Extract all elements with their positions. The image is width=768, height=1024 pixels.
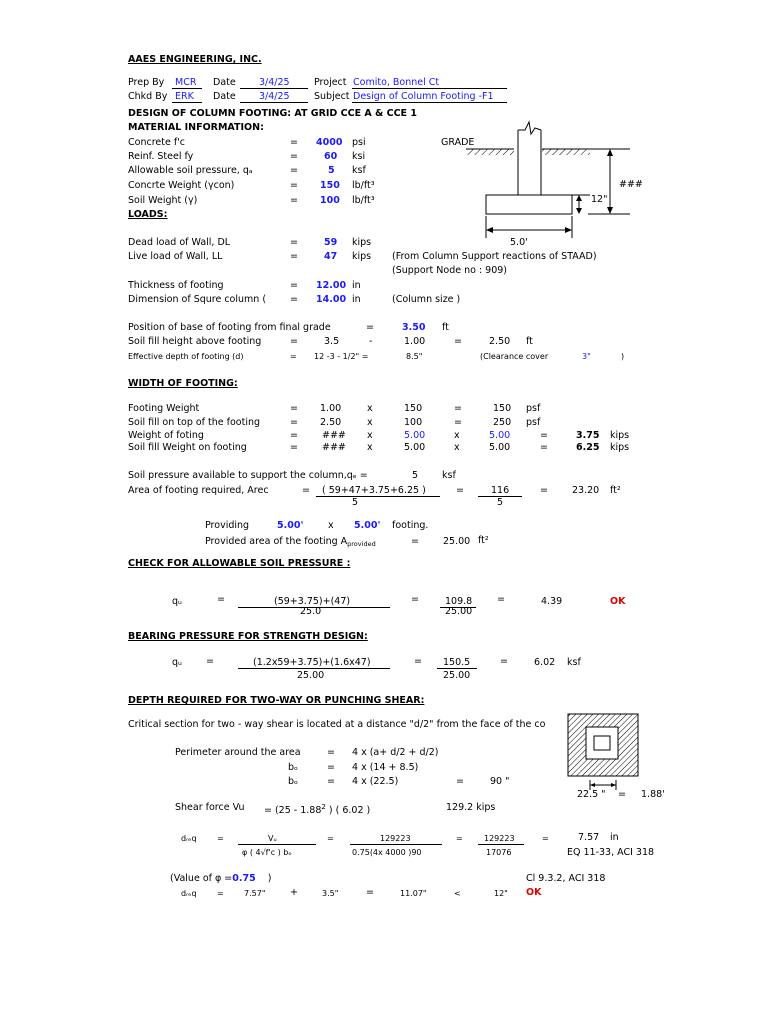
soil-fill-top-op: x — [367, 417, 373, 428]
cover-value: 3" — [582, 352, 591, 361]
dead-load-label: Dead load of Wall, DL — [128, 237, 231, 248]
equals: = — [500, 656, 508, 667]
subject-value: Design of Column Footing -F1 — [353, 91, 494, 102]
soil-pressure-value: 5 — [328, 165, 335, 176]
equals: = — [217, 594, 225, 605]
base-position-label: Position of base of footing from final grade — [128, 322, 331, 333]
equals: = — [290, 430, 298, 441]
soil-fill-unit: ft — [526, 336, 533, 347]
equals: = — [456, 834, 463, 843]
area-denominator: 5 — [352, 497, 359, 508]
bearing-result: 6.02 — [534, 657, 556, 668]
check-numerator-2: 109.8 — [445, 596, 473, 607]
numerator-2: 129223 — [484, 834, 515, 843]
dead-load-unit: kips — [352, 237, 372, 248]
soil-weight-footing-b: 5.00 — [404, 442, 426, 453]
dreq-label-2: dᵣₑq — [181, 889, 197, 898]
equals: = — [327, 776, 335, 787]
equals: = — [290, 237, 298, 248]
equals: = — [217, 889, 224, 898]
chkd-by-label: Chkd By — [128, 91, 168, 102]
thickness-value: 12.00 — [316, 280, 347, 291]
project-value: Comito, Bonnel Ct — [353, 77, 440, 88]
thickness-unit: in — [352, 280, 361, 291]
soil-fill-top-unit: psf — [526, 417, 541, 428]
footing-weight-unit: psf — [526, 403, 541, 414]
bearing-heading: BEARING PRESSURE FOR STRENGTH DESIGN: — [128, 631, 368, 642]
bo-result: 90 " — [490, 776, 510, 787]
equals: = — [290, 180, 298, 191]
bearing-qu: qᵤ — [172, 657, 182, 668]
soil-pressure-available-value: 5 — [412, 470, 419, 481]
final-a: 7.57" — [244, 889, 266, 898]
concrete-unit: psi — [352, 137, 366, 148]
final-plus: + — [290, 887, 298, 898]
check-qu: qᵤ — [172, 596, 182, 607]
phi-reference: Cl 9.3.2, ACI 318 — [526, 873, 606, 884]
bo-label-1: bₒ — [288, 762, 298, 773]
dead-load-value: 59 — [324, 237, 338, 248]
soil-weight-value: 100 — [320, 195, 340, 206]
check-denominator: 25.0 — [300, 606, 322, 617]
equals: = — [290, 251, 298, 262]
date-label-1: Date — [213, 77, 236, 88]
soil-weight-unit: lb/ft³ — [352, 195, 375, 206]
check-result: 4.39 — [541, 596, 563, 607]
prep-by-value: MCR — [175, 77, 197, 88]
shear-force-result: 129.2 kips — [446, 802, 496, 813]
soil-fill-top-res: 250 — [493, 417, 512, 428]
grade-label: GRADE — [441, 137, 475, 148]
times: x — [367, 430, 373, 441]
final-b: 3.5" — [322, 889, 339, 898]
equals: = — [366, 322, 374, 333]
project-label: Project — [314, 77, 347, 88]
steel-value: 60 — [324, 151, 338, 162]
phi-value-label: (Value of φ =0.75 ) — [170, 873, 272, 884]
times: x — [454, 442, 460, 453]
critical-section-text: Critical section for two - way shear is located at a distance "d/2" from the face of the co — [128, 719, 546, 730]
design-title: DESIGN OF COLUMN FOOTING: AT GRID CCE A & CCE 1 — [128, 108, 417, 119]
check-heading: CHECK FOR ALLOWABLE SOIL PRESSURE : — [128, 558, 351, 569]
soil-pressure-label: Allowable soil pressure, qₐ — [128, 165, 253, 176]
column-size-note: (Column size ) — [392, 294, 461, 305]
providing-a: 5.00' — [277, 520, 304, 531]
date-label-2: Date — [213, 91, 236, 102]
equals: = — [456, 776, 464, 787]
equals: = — [497, 594, 505, 605]
prep-by-label: Prep By — [128, 77, 165, 88]
equals: = — [290, 352, 297, 361]
equals: = — [290, 294, 298, 305]
provided-area-label: Provided area of the footing $A_{provided}$ — [205, 536, 376, 548]
concrete-weight-value: 150 — [320, 180, 340, 191]
dim-22-5: 22.5 " — [577, 789, 606, 800]
weight-footing-label: Weight of foting — [128, 430, 204, 441]
base-position-value: 3.50 — [402, 322, 426, 333]
concrete-weight-label: Concrte Weight (γcon) — [128, 180, 235, 191]
soil-fill-op: - — [369, 336, 373, 347]
equals: = — [411, 594, 419, 605]
dreq-unit: in — [610, 832, 619, 843]
soil-weight-footing-a: ### — [322, 442, 346, 453]
shear-heading: DEPTH REQUIRED FOR TWO-WAY OR PUNCHING SHEAR: — [128, 695, 425, 706]
equals: = — [366, 887, 374, 898]
bearing-unit: ksf — [567, 657, 581, 668]
phi-denominator: φ ( 4√f'c ) bₒ — [242, 848, 292, 857]
providing-suffix: footing. — [392, 520, 429, 531]
weight-footing-res: 3.75 — [576, 430, 600, 441]
equals: = — [327, 747, 335, 758]
equals: = — [290, 403, 298, 414]
equals: = — [327, 762, 335, 773]
soil-pressure-available-unit: ksf — [442, 470, 456, 481]
area-unit: ft² — [610, 485, 621, 496]
bearing-numerator-2: 150.5 — [443, 657, 471, 668]
bearing-numerator: (1.2x59+3.75)+(1.6x47) — [253, 657, 371, 668]
date-value-2: 3/4/25 — [259, 91, 290, 102]
bearing-denominator-2: 25.00 — [443, 670, 471, 681]
soil-fill-top-label: Soil fill on top of the footing — [128, 417, 261, 428]
material-heading: MATERIAL INFORMATION: — [128, 122, 264, 133]
soil-pressure-available-label: Soil pressure available to support the column,qₑ = — [128, 470, 368, 481]
base-position-unit: ft — [442, 322, 449, 333]
soil-fill-b: 1.00 — [404, 336, 426, 347]
footing-weight-op: x — [367, 403, 373, 414]
soil-pressure-unit: ksf — [352, 165, 366, 176]
soil-fill-a: 3.5 — [324, 336, 340, 347]
column-dim-unit: in — [352, 294, 361, 305]
dim-1-88: 1.88' — [641, 789, 665, 800]
equals: = — [540, 430, 548, 441]
concrete-value: 4000 — [316, 137, 343, 148]
shear-force-label: Shear force Vu — [175, 802, 245, 813]
check-numerator: (59+3.75)+(47) — [274, 596, 351, 607]
width-dim-label: 5.0' — [510, 237, 528, 248]
staad-note: (From Column Support reactions of STAAD) — [392, 251, 597, 262]
equals: = — [414, 656, 422, 667]
effective-depth-value: 8.5" — [406, 352, 423, 361]
equals: = — [411, 536, 419, 547]
check-denominator-2: 25.00 — [445, 606, 473, 617]
equals: = — [454, 336, 462, 347]
concrete-weight-unit: lb/ft³ — [352, 180, 375, 191]
providing-label: Providing — [205, 520, 250, 531]
weight-footing-b: 5.00 — [404, 430, 426, 441]
equals: = — [206, 656, 214, 667]
denominator-1: 0.75(4x 4000 )90 — [352, 848, 422, 857]
equals: = — [540, 442, 548, 453]
equals: = — [456, 485, 464, 496]
height-dim-label: ### — [619, 179, 643, 190]
times: x — [367, 442, 373, 453]
soil-fill-height-label: Soil fill height above footing — [128, 336, 262, 347]
equals: = — [454, 403, 462, 414]
loads-heading: LOADS: — [128, 209, 168, 220]
footing-weight-label: Footing Weight — [128, 403, 200, 414]
soil-fill-top-b: 100 — [404, 417, 423, 428]
subject-label: Subject — [314, 91, 350, 102]
cover-close: ) — [621, 352, 625, 361]
soil-weight-footing-label: Soil fill Weight on footing — [128, 442, 247, 453]
soil-fill-result: 2.50 — [489, 336, 511, 347]
shear-force-expr: = (25 - 1.88$^2$ ) ( 6.02 ) — [264, 803, 371, 817]
bo-expr-1: 4 x (14 + 8.5) — [352, 762, 419, 773]
weight-footing-c: 5.00 — [489, 430, 511, 441]
chkd-by-value: ERK — [175, 91, 194, 102]
equals: = — [290, 137, 298, 148]
footing-weight-a: 1.00 — [320, 403, 342, 414]
live-load-value: 47 — [324, 251, 338, 262]
dreq-result: 7.57 — [578, 832, 600, 843]
equals: = — [290, 442, 298, 453]
live-load-unit: kips — [352, 251, 372, 262]
final-c: 12" — [494, 889, 508, 898]
equals: = — [540, 485, 548, 496]
steel-unit: ksi — [352, 151, 366, 162]
provided-area-value: 25.00 — [443, 536, 471, 547]
area-required-label: Area of footing required, Arec — [128, 485, 269, 496]
weight-footing-unit: kips — [610, 430, 630, 441]
equals: = — [217, 834, 224, 843]
effective-depth-expr: 12 -3 - 1/2" = — [314, 352, 369, 361]
numerator-1: 129223 — [380, 834, 411, 843]
column-dim-label: Dimension of Squre column ( — [128, 294, 267, 305]
bo-expr-2: 4 x (22.5) — [352, 776, 399, 787]
thickness-dim-label: 12" — [591, 194, 608, 205]
concrete-label: Concrete f'c — [128, 137, 185, 148]
cover-label: (Clearance cover — [480, 352, 549, 361]
check-ok: OK — [610, 596, 626, 607]
dreq-label-1: dᵣₑq — [181, 834, 197, 843]
equals: = — [290, 336, 298, 347]
area-numerator: ( 59+47+3.75+6.25 ) — [322, 485, 426, 496]
effective-depth-label: Effective depth of footing (d) — [128, 352, 244, 361]
support-node-note: (Support Node no : 909) — [392, 265, 508, 276]
providing-x: x — [328, 520, 334, 531]
denominator-2: 17076 — [486, 848, 512, 857]
footing-weight-res: 150 — [493, 403, 512, 414]
equals: = — [542, 834, 549, 843]
times: x — [454, 430, 460, 441]
eq-reference: EQ 11-33, ACI 318 — [567, 847, 655, 858]
steel-label: Reinf. Steel fy — [128, 151, 194, 162]
equals: = — [290, 280, 298, 291]
area-result: 23.20 — [572, 485, 600, 496]
providing-b: 5.00' — [354, 520, 381, 531]
live-load-label: Live load of Wall, LL — [128, 251, 223, 262]
area-denominator-2: 5 — [497, 497, 504, 508]
equals: = — [290, 165, 298, 176]
soil-weight-footing-res: 6.25 — [576, 442, 600, 453]
area-numerator-2: 116 — [491, 485, 510, 496]
footing-weight-b: 150 — [404, 403, 423, 414]
equals: = — [290, 151, 298, 162]
dim-equals: = — [618, 789, 626, 800]
bearing-denominator: 25.00 — [297, 670, 325, 681]
perimeter-expr: 4 x (a+ d/2 + d/2) — [352, 747, 439, 758]
date-value-1: 3/4/25 — [259, 77, 290, 88]
soil-fill-top-a: 2.50 — [320, 417, 342, 428]
provided-area-unit: ft² — [478, 535, 489, 546]
soil-weight-label: Soil Weight (γ) — [128, 195, 198, 206]
perimeter-label: Perimeter around the area — [175, 747, 301, 758]
vu-numerator: Vᵤ — [268, 834, 277, 843]
soil-weight-footing-c: 5.00 — [489, 442, 511, 453]
equals: = — [290, 195, 298, 206]
soil-weight-footing-unit: kips — [610, 442, 630, 453]
equals: = — [290, 417, 298, 428]
final-ok: OK — [526, 887, 542, 898]
final-result: 11.07" — [400, 889, 427, 898]
final-lt: < — [454, 889, 461, 898]
thickness-label: Thickness of footing — [128, 280, 224, 291]
width-heading: WIDTH OF FOOTING: — [128, 378, 238, 389]
weight-footing-a: ### — [322, 430, 346, 441]
equals: = — [302, 485, 310, 496]
equals: = — [454, 417, 462, 428]
column-dim-value: 14.00 — [316, 294, 347, 305]
equals: = — [327, 834, 334, 843]
bo-label-2: bₒ — [288, 776, 298, 787]
company-name: AAES ENGINEERING, INC. — [128, 54, 262, 65]
